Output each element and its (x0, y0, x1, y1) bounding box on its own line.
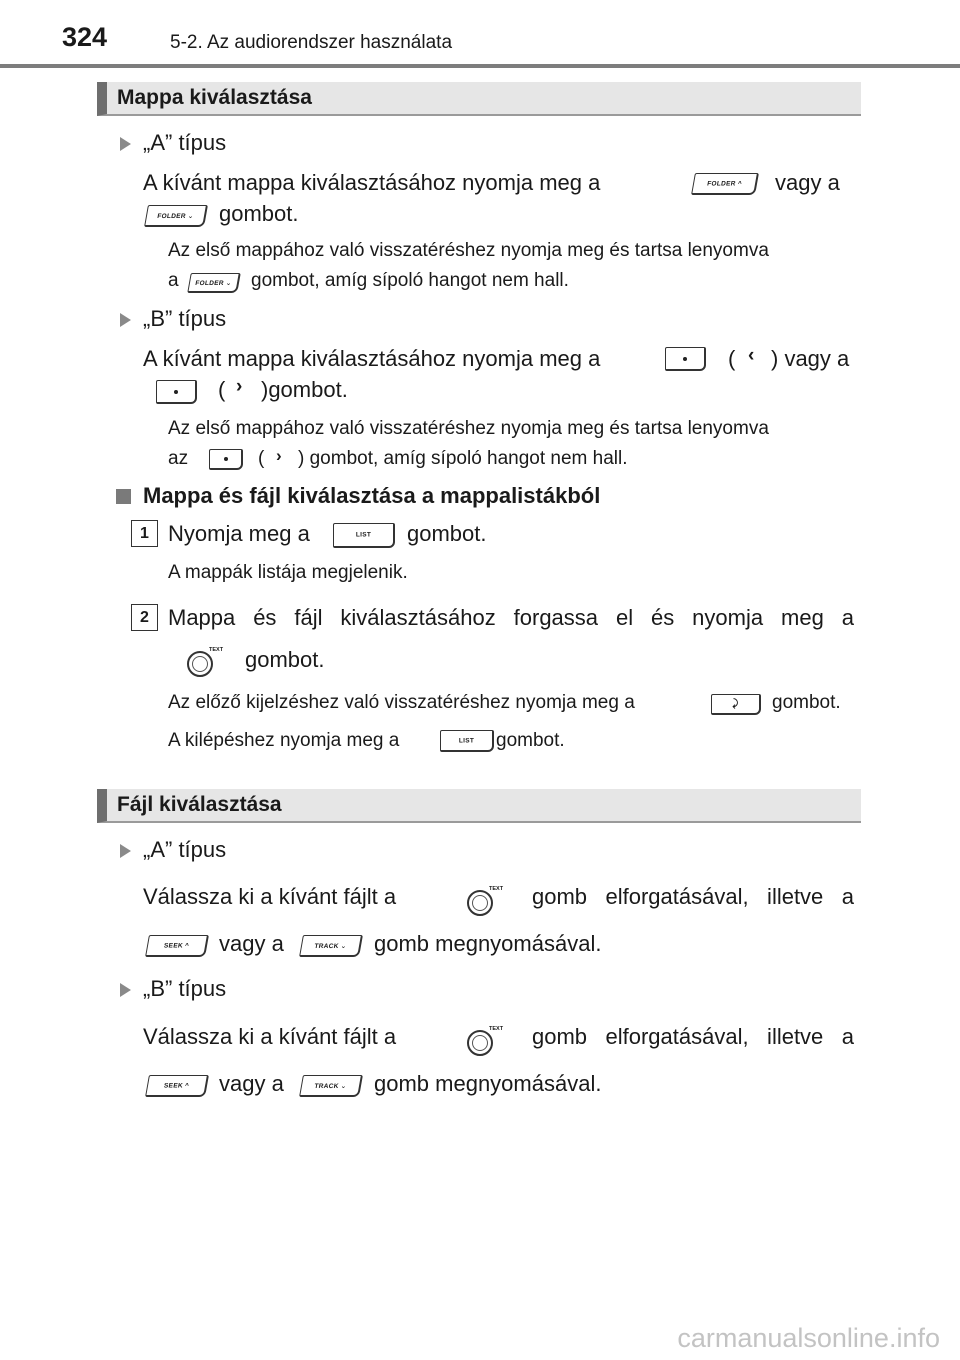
note-text: gombot, amíg sípoló hangot nem hall. (251, 270, 569, 291)
note-text: ) gombot, amíg sípoló hangot nem hall. (298, 448, 628, 469)
dot-key-icon (665, 347, 706, 371)
text-knob-label: TEXT (489, 1026, 504, 1032)
para-text: vagy a (219, 931, 284, 956)
chevron-right-icon: › (236, 376, 243, 397)
type-b-label: „B” típus (143, 306, 227, 331)
type-b-label: „B” típus (143, 976, 227, 1001)
para-text: gomb elforgatásával, illetve a (532, 1024, 854, 1049)
note-text: Az első mappához való visszatéréshez nyomja meg és tartsa lenyomva (168, 240, 769, 261)
folder-up-key-icon: FOLDER ^ (691, 173, 759, 195)
type-a-label: „A” típus (143, 837, 227, 862)
note-text: A kilépéshez nyomja meg a (168, 730, 400, 751)
seek-up-key-icon: SEEK ^ (145, 1075, 209, 1097)
folder-down-key-icon: FOLDER ⌄ (144, 205, 208, 227)
dot-key-icon (209, 449, 243, 470)
para-text: vagy a (219, 1071, 284, 1096)
chapter-title: 5-2. Az audiorendszer használata (170, 32, 453, 53)
track-down-key-icon: TRACK ⌄ (299, 1075, 363, 1097)
note-text: gombot. (496, 730, 565, 751)
para-text: gomb megnyomásával. (374, 1071, 602, 1096)
note-text: az (168, 448, 189, 469)
triangle-bullet-icon (120, 313, 131, 327)
watermark: carmanualsonline.info (677, 1323, 940, 1353)
note-text: gombot. (772, 692, 841, 713)
para-text: gombot. (219, 201, 299, 226)
step-number-1: 1 (131, 520, 158, 547)
note-text: A mappák listája megjelenik. (168, 562, 408, 583)
para-text: gomb elforgatásával, illetve a (532, 884, 854, 909)
para-text: vagy a (775, 170, 840, 195)
chevron-left-icon: ‹ (748, 345, 755, 366)
triangle-bullet-icon (120, 983, 131, 997)
para-text: )gombot. (261, 377, 348, 402)
list-key-icon: LIST (333, 523, 395, 548)
back-key-icon: ⤸ (711, 694, 761, 715)
para-text: Válassza ki a kívánt fájlt a (143, 1024, 397, 1049)
note-text: Az előző kijelzéshez való visszatéréshez nyomja meg a (168, 692, 635, 713)
para-text: Válassza ki a kívánt fájlt a (143, 884, 397, 909)
note-text: ( (258, 448, 265, 469)
para-text: gomb megnyomásával. (374, 931, 602, 956)
para-text: A kívánt mappa kiválasztásához nyomja meg a (143, 346, 601, 371)
triangle-bullet-icon (120, 844, 131, 858)
text-knob-label: TEXT (209, 647, 224, 653)
section-title: Fájl kiválasztása (117, 793, 282, 816)
step-text: gombot. (407, 521, 487, 546)
page-number: 324 (62, 22, 108, 52)
text-knob-icon (187, 651, 213, 677)
para-text: ) vagy a (771, 346, 850, 371)
section-heading-file (97, 789, 861, 823)
para-text: ( (728, 346, 736, 371)
square-bullet-icon (116, 489, 131, 504)
note-text: a (168, 270, 179, 291)
step-number-2: 2 (131, 604, 158, 631)
text-knob-icon (467, 1030, 493, 1056)
step-text: Mappa és fájl kiválasztásához forgassa el és nyomja meg a (168, 605, 854, 630)
dot-key-icon (156, 380, 197, 404)
list-key-icon: LIST (440, 730, 494, 752)
seek-up-key-icon: SEEK ^ (145, 935, 209, 957)
para-text: ( (218, 377, 226, 402)
text-knob-label: TEXT (489, 886, 504, 892)
note-text: Az első mappához való visszatéréshez nyomja meg és tartsa lenyomva (168, 418, 769, 439)
track-down-key-icon: TRACK ⌄ (299, 935, 363, 957)
section-title: Mappa kiválasztása (117, 86, 312, 109)
step-text: Nyomja meg a (168, 521, 310, 546)
chevron-right-icon: › (276, 446, 282, 465)
triangle-bullet-icon (120, 137, 131, 151)
step-text: gombot. (245, 647, 325, 672)
para-text: A kívánt mappa kiválasztásához nyomja meg a (143, 170, 601, 195)
header-rule (0, 64, 960, 68)
subsection-title: Mappa és fájl kiválasztása a mappalistákból (143, 483, 601, 508)
text-knob-icon (467, 890, 493, 916)
section-heading-folder (97, 82, 861, 116)
type-a-label: „A” típus (143, 130, 227, 155)
folder-down-key-icon: FOLDER ⌄ (187, 273, 241, 293)
